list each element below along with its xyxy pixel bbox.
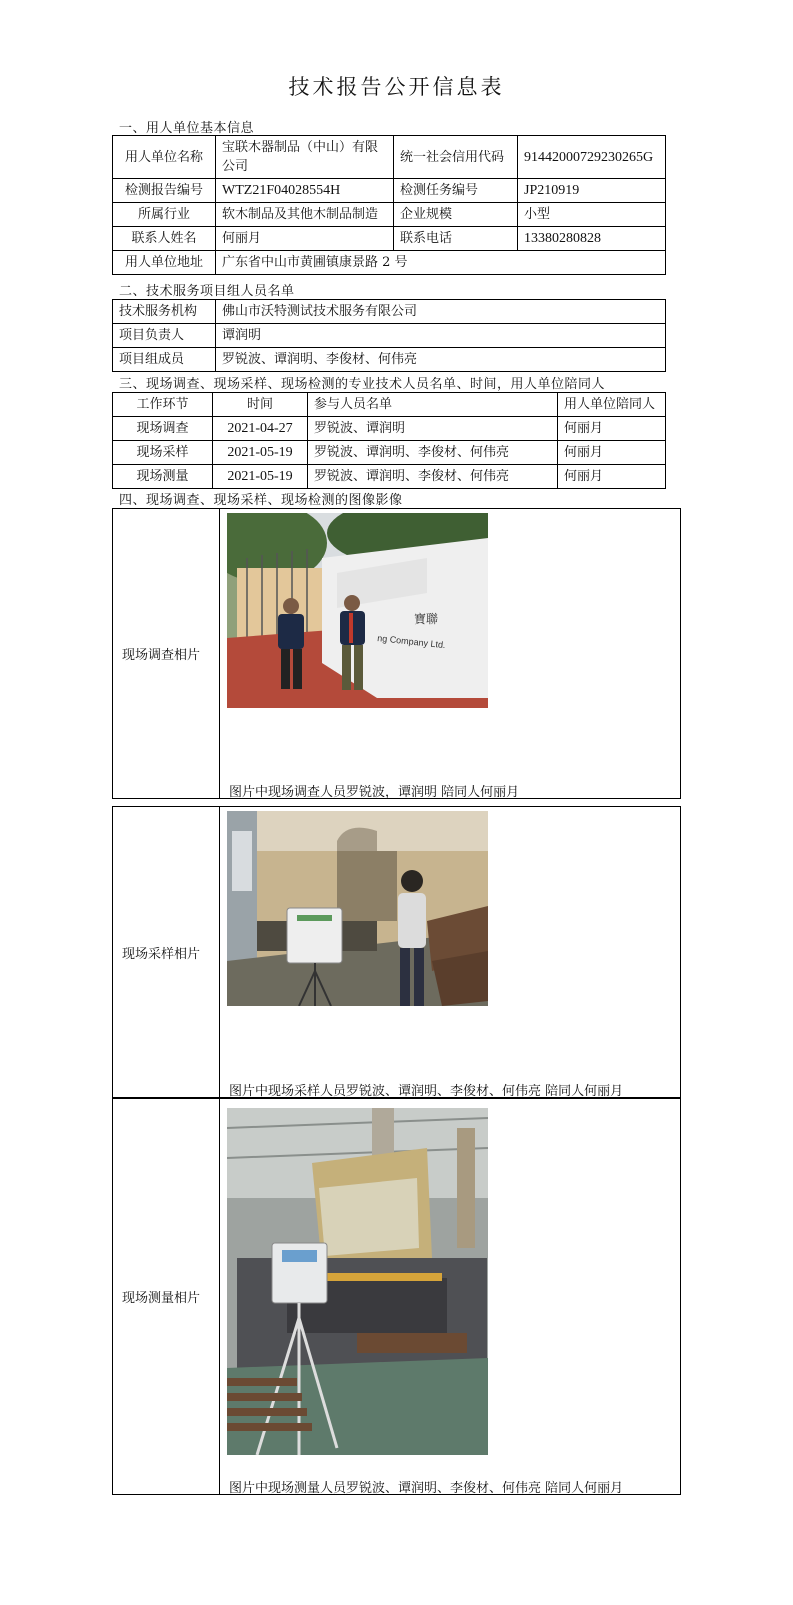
org-value: 佛山市沃特测试技术服务有限公司 (216, 300, 666, 324)
sign-text: 寶聯 (414, 612, 439, 626)
header-cell: 参与人员名单 (308, 393, 558, 417)
stage-cell: 现场测量 (113, 465, 213, 489)
address-label: 用人单位地址 (113, 251, 216, 275)
sign-subtext: ng Company Ltd. (376, 633, 447, 651)
members-value: 罗锐波、谭润明、李俊材、何伟亮 (216, 348, 666, 372)
page-title: 技术报告公开信息表 (288, 75, 505, 99)
contact-label: 联系人姓名 (113, 227, 216, 251)
lead-label: 项目负责人 (113, 324, 216, 348)
section1-heading: 一、用人单位基本信息 (119, 121, 255, 136)
sampling-photo-block (112, 806, 681, 1098)
header-cell: 工作环节 (113, 393, 213, 417)
companion-cell: 何丽月 (558, 441, 666, 465)
measurement-photo (227, 1108, 488, 1455)
survey-photo-block (112, 508, 681, 799)
date-cell: 2021-05-19 (213, 465, 308, 489)
credit-code-value: 91442000729230265G (518, 136, 666, 179)
date-cell: 2021-04-27 (213, 417, 308, 441)
industry-value: 软木制品及其他木制品制造 (216, 203, 394, 227)
members-label: 项目组成员 (113, 348, 216, 372)
date-cell: 2021-05-19 (213, 441, 308, 465)
table-row (113, 441, 666, 465)
report-no-value: WTZ21F04028554H (216, 179, 394, 203)
report-no-label: 检测报告编号 (113, 179, 216, 203)
companion-cell: 何丽月 (558, 417, 666, 441)
phone-label: 联系电话 (394, 227, 518, 251)
section4-heading: 四、现场调查、现场采样、现场检测的图像影像 (119, 493, 403, 508)
measurement-caption: 图片中现场测量人员罗锐波、谭润明、李俊材、何伟亮 陪同人何丽月 (229, 1481, 624, 1496)
staff-cell: 罗锐波、谭润明、李俊材、何伟亮 (308, 441, 558, 465)
survey-photo-label: 现场调查相片 (113, 509, 220, 798)
task-no-value: JP210919 (518, 179, 666, 203)
scale-label: 企业规模 (394, 203, 518, 227)
team-table (112, 299, 666, 372)
survey-caption: 图片中现场调查人员罗锐波，谭润明 陪同人何丽月 (229, 785, 520, 800)
staff-cell: 罗锐波、谭润明 (308, 417, 558, 441)
org-label: 技术服务机构 (113, 300, 216, 324)
task-no-label: 检测任务编号 (394, 179, 518, 203)
company-info-table (112, 135, 666, 275)
section2-heading: 二、技术服务项目组人员名单 (119, 284, 295, 299)
address-value: 广东省中山市黄圃镇康景路 2 号 (216, 251, 666, 275)
table-row (113, 465, 666, 489)
sampling-photo-label: 现场采样相片 (113, 807, 220, 1097)
company-name-value: 宝联木器制品（中山）有限公司 (216, 136, 394, 179)
phone-value: 13380280828 (518, 227, 666, 251)
table-row (113, 417, 666, 441)
lead-value: 谭润明 (216, 324, 666, 348)
credit-code-label: 统一社会信用代码 (394, 136, 518, 179)
header-cell: 用人单位陪同人 (558, 393, 666, 417)
survey-photo (227, 513, 488, 708)
fieldwork-table (112, 392, 666, 489)
measurement-photo-block (112, 1098, 681, 1495)
companion-cell: 何丽月 (558, 465, 666, 489)
sampling-photo (227, 811, 488, 1006)
staff-cell: 罗锐波、谭润明、李俊材、何伟亮 (308, 465, 558, 489)
company-name-label: 用人单位名称 (113, 136, 216, 179)
stage-cell: 现场采样 (113, 441, 213, 465)
measurement-photo-label: 现场测量相片 (113, 1099, 220, 1494)
stage-cell: 现场调查 (113, 417, 213, 441)
contact-value: 何丽月 (216, 227, 394, 251)
industry-label: 所属行业 (113, 203, 216, 227)
header-cell: 时间 (213, 393, 308, 417)
section3-heading: 三、现场调查、现场采样、现场检测的专业技术人员名单、时间，用人单位陪同人 (119, 377, 606, 392)
scale-value: 小型 (518, 203, 666, 227)
sampling-caption: 图片中现场采样人员罗锐波、谭润明、李俊材、何伟亮 陪同人何丽月 (229, 1084, 624, 1099)
